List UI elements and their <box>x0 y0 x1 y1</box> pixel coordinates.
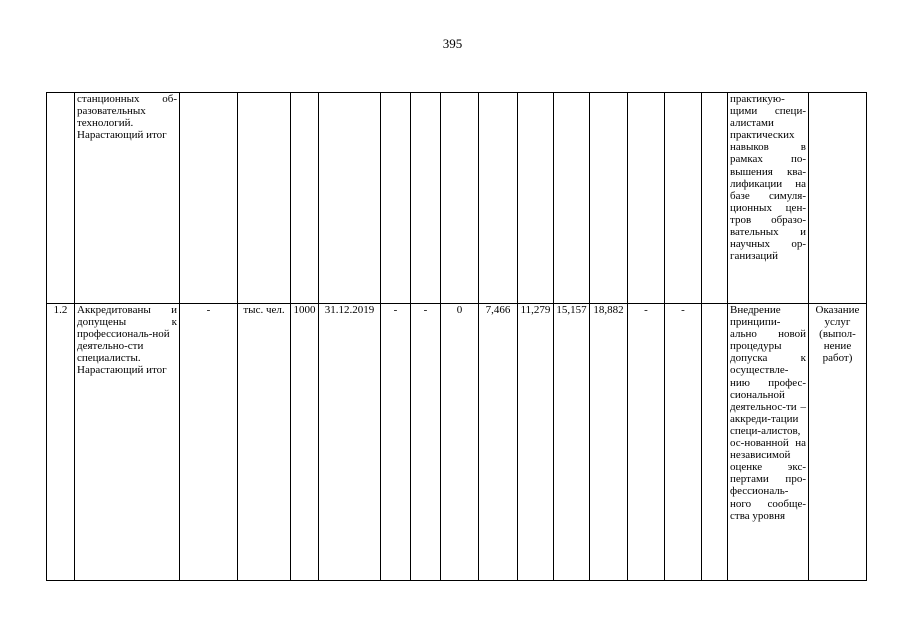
value-cell: - <box>665 304 702 581</box>
measure-type-cell: Оказание услуг (выпол-нение работ) <box>809 304 867 581</box>
value-cell: - <box>381 304 411 581</box>
value-cell <box>590 93 628 304</box>
measure-type-cell <box>809 93 867 304</box>
value-cell <box>381 93 411 304</box>
value-cell <box>411 93 441 304</box>
value-cell <box>441 93 479 304</box>
unit-cell: тыс. чел. <box>238 304 291 581</box>
measure-description-cell: Внедрение принципи-ально новой процедуры допуска к осуществле-нию профес-сиональной деятельнос-ти – аккреди-тации специ-алистов, ос-нованной на независимой оценке экс-пертами про-фессиональ-ного сообще-ства уровня <box>728 304 809 581</box>
value-cell <box>518 93 554 304</box>
value-cell: - <box>411 304 441 581</box>
base-value-cell <box>180 93 238 304</box>
measure-description-cell: практикую-щими специ-алистами практических навыков в рамках по-вышения ква-лификации на базе симуля-ционных цен-тров образо-вательных и научных ор-ганизаций <box>728 93 809 304</box>
value-cell: 0 <box>441 304 479 581</box>
indicator-name-cell: Аккредитованы и допущены к профессиональ-ной деятельно-сти специалисты. Нарастающий итог <box>75 304 180 581</box>
indicator-name-cell: станционных об-разовательных технологий. Нарастающий итог <box>75 93 180 304</box>
page-number: 395 <box>442 36 463 51</box>
value-cell <box>628 93 665 304</box>
value-cell: 11,279 <box>518 304 554 581</box>
value-cell <box>479 93 518 304</box>
value-cell <box>554 93 590 304</box>
empty-cell <box>702 93 728 304</box>
value-cell: - <box>628 304 665 581</box>
table-row <box>47 304 867 581</box>
table-row <box>47 93 867 304</box>
row-number-cell <box>47 93 75 304</box>
indicators-table <box>46 92 867 581</box>
date-cell: 31.12.2019 <box>319 304 381 581</box>
base-value-cell: - <box>180 304 238 581</box>
row-number-cell: 1.2 <box>47 304 75 581</box>
date-cell <box>319 93 381 304</box>
value-cell: 7,466 <box>479 304 518 581</box>
unit-cell <box>238 93 291 304</box>
empty-cell <box>702 304 728 581</box>
value-cell: 18,882 <box>590 304 628 581</box>
okei-cell: 1000 <box>291 304 319 581</box>
value-cell: 15,157 <box>554 304 590 581</box>
value-cell <box>665 93 702 304</box>
okei-cell <box>291 93 319 304</box>
